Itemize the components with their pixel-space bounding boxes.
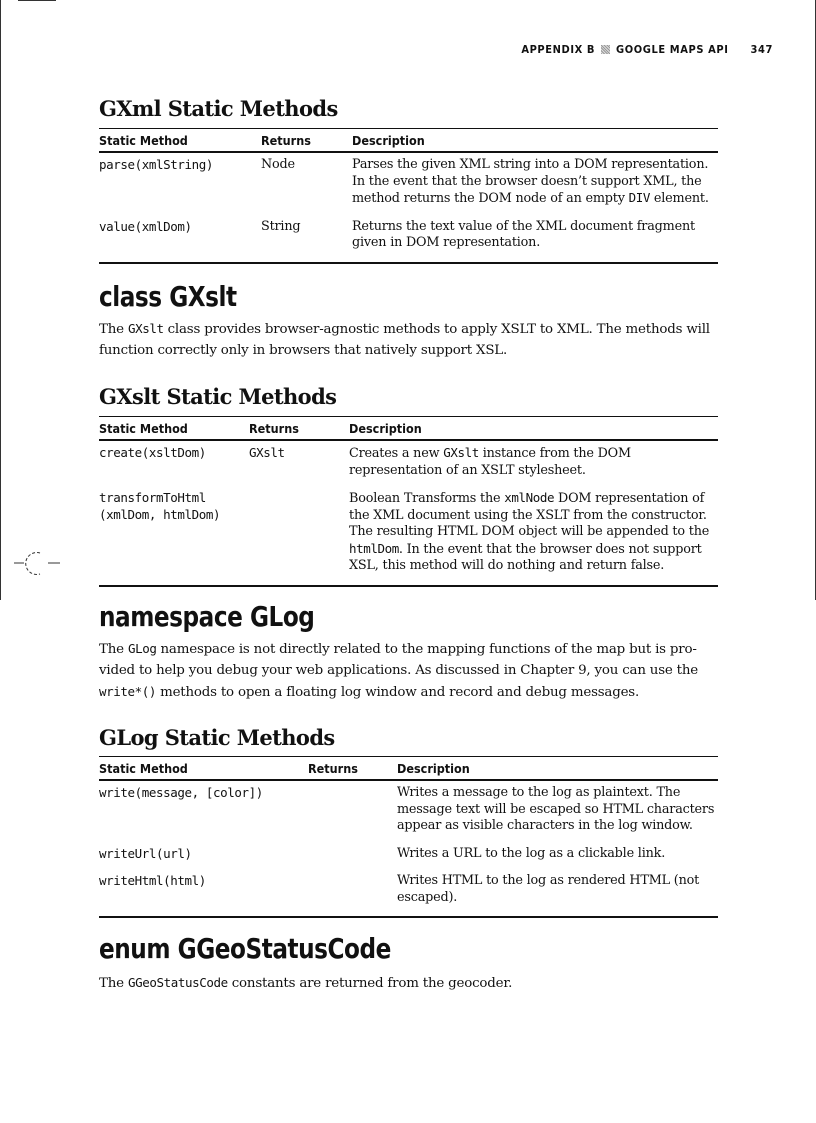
glog-namespace-heading: namespace GLog <box>99 600 315 633</box>
return-type <box>308 842 397 870</box>
return-type <box>249 486 349 586</box>
method-name: write(message, [color]) <box>99 785 263 800</box>
gxml-heading: GXml Static Methods <box>99 96 338 121</box>
column-header: Description <box>349 417 718 441</box>
ggeo-enum-paragraph: The GGeoStatusCode constants are returned from the geocoder. <box>99 975 513 991</box>
method-name: writeHtml(html) <box>99 873 206 888</box>
column-header: Description <box>352 129 718 153</box>
glog-heading: GLog Static Methods <box>99 725 335 750</box>
separator-square-icon <box>601 45 610 54</box>
column-header: Description <box>397 757 718 781</box>
table-row <box>99 215 718 263</box>
method-description: Writes a message to the log as plaintext. The message text will be escaped so HTML characters appear as visible characters in the log window. <box>397 785 715 833</box>
method-description: Creates a new GXslt instance from the DOM representation of an XSLT stylesheet. <box>349 445 631 478</box>
gxml-table <box>99 128 718 264</box>
table-header-row <box>99 129 718 153</box>
table-header-row <box>99 417 718 441</box>
method-name: parse(xmlString) <box>99 157 214 172</box>
method-name: transformToHtml (xmlDom, htmlDom) <box>99 490 221 522</box>
method-name: writeUrl(url) <box>99 845 192 861</box>
table-row <box>99 440 718 486</box>
return-type <box>308 780 397 842</box>
registration-mark-icon <box>14 551 64 577</box>
column-header: Static Method <box>99 417 249 441</box>
gxslt-heading: GXslt Static Methods <box>99 384 337 409</box>
return-type <box>308 869 397 917</box>
method-description: Returns the text value of the XML document fragment given in DOM representation. <box>352 218 695 250</box>
return-type: GXslt <box>249 445 285 460</box>
table-row <box>99 486 718 586</box>
running-head-section: APPENDIX B <box>521 43 596 56</box>
ggeo-enum-heading: enum GGeoStatusCode <box>99 932 391 965</box>
crop-mark-left <box>0 0 1 600</box>
gxslt-class-paragraph: The GXslt class provides browser-agnostic methods to apply XSLT to XML. The methods will function correctly only in browsers that natively support XSL. <box>99 321 710 358</box>
method-description: Parses the given XML string into a DOM representation. In the event that the browser doesn’t support XML, the method returns the DOM node of an empty DIV element. <box>352 157 709 206</box>
method-description: Boolean Transforms the xmlNode DOM representation of the XML document using the XSLT from the constructor. The resulting HTML DOM object will be appended to the htmlDom. In the event that the browser does not support XSL, this method will do nothing and return false. <box>349 490 710 573</box>
table-row <box>99 780 718 842</box>
column-header: Returns <box>261 129 352 153</box>
page-number: 347 <box>750 43 773 56</box>
return-type: Node <box>261 157 295 172</box>
crop-mark-top <box>18 0 56 1</box>
glog-table <box>99 756 718 918</box>
gxslt-table <box>99 416 718 587</box>
table-row <box>99 842 718 870</box>
glog-namespace-paragraph: The GLog namespace is not directly related to the mapping functions of the map but is pro-vided to help you debug your web applications. As discussed in Chapter 9, you can use the write*() methods to open a floating log window and record and debug messages. <box>99 641 698 700</box>
table-row <box>99 152 718 215</box>
return-type: String <box>261 218 301 234</box>
running-head <box>521 43 773 56</box>
method-description: Writes a URL to the log as a clickable link. <box>397 845 666 861</box>
column-header: Static Method <box>99 757 308 781</box>
running-head-title: GOOGLE MAPS API <box>616 43 729 56</box>
method-name: create(xsltDom) <box>99 445 206 460</box>
column-header: Static Method <box>99 129 261 153</box>
column-header: Returns <box>249 417 349 441</box>
gxslt-class-heading: class GXslt <box>99 280 237 313</box>
table-row <box>99 869 718 917</box>
method-name: value(xmlDom) <box>99 218 192 234</box>
table-header-row <box>99 757 718 781</box>
method-description: Writes HTML to the log as rendered HTML (not escaped). <box>397 873 700 905</box>
column-header: Returns <box>308 757 397 781</box>
